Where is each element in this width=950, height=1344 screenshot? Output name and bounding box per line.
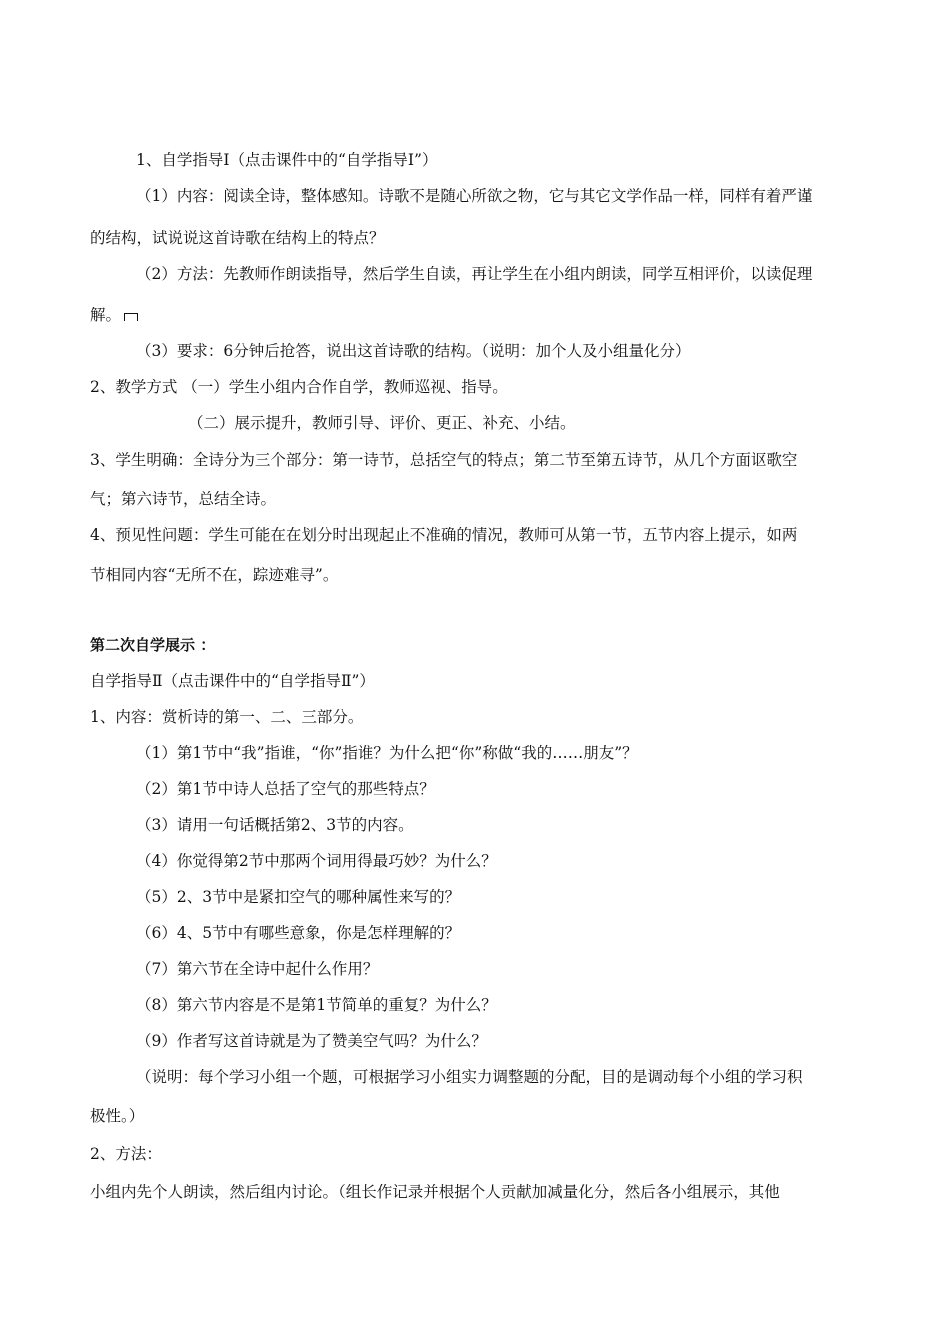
content-label: 1、内容：赏析诗的第一、二、三部分。	[90, 708, 364, 726]
question-item: （2）第1节中诗人总括了空气的那些特点？	[136, 780, 435, 798]
question-item: （8）第六节内容是不是第1节简单的重复？为什么？	[136, 996, 497, 1014]
requirement-line: （3）要求：6分钟后抢答，说出这首诗歌的结构。（说明：加个人及小组量化分）	[136, 342, 691, 360]
question-item: （5）2、3节中是紧扣空气的哪种属性来写的？	[136, 888, 461, 906]
guide1-title: 1、自学指导Ⅰ（点击课件中的“自学指导Ⅰ”）	[136, 151, 438, 169]
question-item: （9）作者写这首诗就是为了赞美空气吗？为什么？	[136, 1032, 487, 1050]
clarify-line-2: 气；第六诗节，总结全诗。	[90, 490, 277, 508]
question-item: （7）第六节在全诗中起什么作用？	[136, 960, 379, 978]
teaching-mode-2: （二）展示提升，教师引导、评价、更正、补充、小结。	[188, 414, 576, 432]
content-line-2: 的结构，试说说这首诗歌在结构上的特点？	[90, 229, 385, 247]
method-text: 小组内先个人朗读，然后组内讨论。（组长作记录并根据个人贡献加减量化分，然后各小组展示，其他	[90, 1183, 780, 1201]
question-item: （1）第1节中“我”指谁，“你”指谁？为什么把“你”称做“我的……朋友”？	[136, 744, 638, 762]
teaching-mode-1: 2、教学方式 （一）学生小组内合作自学，教师巡视、指导。	[90, 378, 508, 396]
predict-line-1: 4、预见性问题：学生可能在在划分时出现起止不准确的情况，教师可从第一节，五节内容上提示，如两	[90, 526, 798, 544]
note-line-1: （说明：每个学习小组一个题，可根据学习小组实力调整题的分配，目的是调动每个小组的学习积	[136, 1068, 803, 1086]
question-item: （6）4、5节中有哪些意象，你是怎样理解的？	[136, 924, 461, 942]
method-line-2: 解。	[90, 306, 122, 324]
note-line-2: 极性。）	[90, 1107, 145, 1125]
edit-mark-icon	[124, 313, 138, 321]
clarify-line-1: 3、学生明确：全诗分为三个部分：第一诗节，总括空气的特点；第二节至第五诗节，从几个方面讴歌空	[90, 451, 798, 469]
section-heading: 第二次自学展示 ：	[90, 636, 216, 654]
method-label: 2、方法：	[90, 1145, 162, 1163]
content-line-1: （1）内容：阅读全诗，整体感知。诗歌不是随心所欲之物，它与其它文学作品一样，同样有着严谨	[136, 187, 813, 205]
question-item: （4）你觉得第2节中那两个词用得最巧妙？为什么？	[136, 852, 497, 870]
predict-line-2: 节相同内容“无所不在，踪迹难寻”。	[90, 566, 339, 584]
guide2-title: 自学指导Ⅱ（点击课件中的“自学指导Ⅱ”）	[90, 672, 375, 690]
question-item: （3）请用一句话概括第2、3节的内容。	[136, 816, 414, 834]
method-line-1: （2）方法：先教师作朗读指导，然后学生自读，再让学生在小组内朗读，同学互相评价，以读促理	[136, 265, 813, 283]
